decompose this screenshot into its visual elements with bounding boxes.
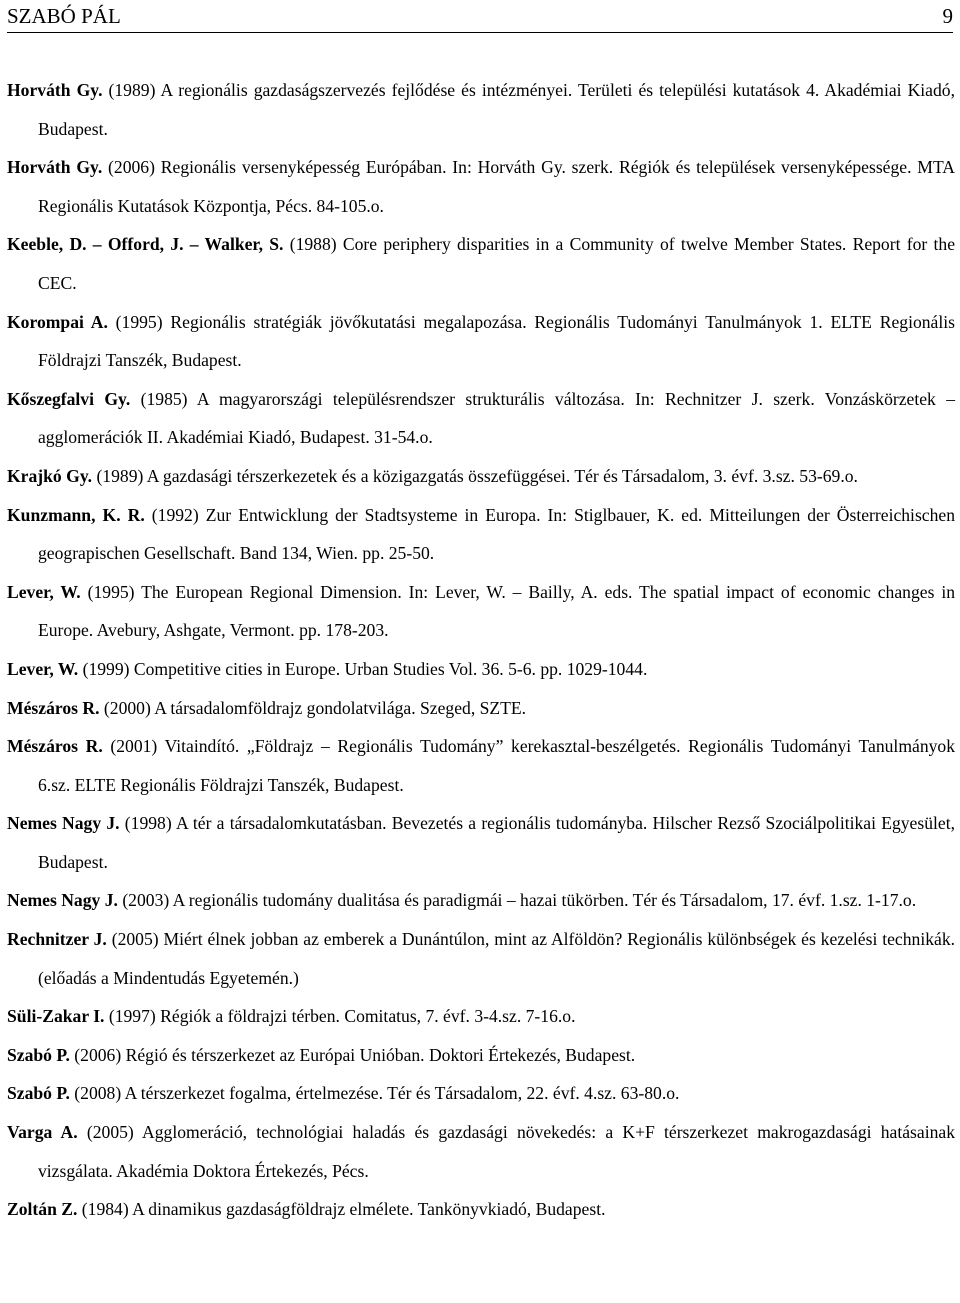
reference-entry xyxy=(7,71,955,148)
reference-author: Szabó P. xyxy=(7,1083,70,1104)
reference-entry xyxy=(7,1113,955,1190)
reference-author: Kunzmann, K. R. xyxy=(7,504,145,525)
reference-text: (1995) Regionális stratégiák jövőkutatási megalapozása. Regionális Tudományi Tanulmányok 1. ELTE Regionális Földrajzi Tanszék, Budapest. xyxy=(38,311,955,371)
reference-entry xyxy=(7,881,955,920)
reference-entry xyxy=(7,1190,955,1229)
reference-text: (2008) A térszerkezet fogalma, értelmezése. Tér és Társadalom, 22. évf. 4.sz. 63-80.o. xyxy=(69,1083,680,1104)
reference-text: (2005) Agglomeráció, technológiai haladás és gazdasági növekedés: a K+F térszerkezet makrogazdasági hatásainak vizsgálata. Akadémia Doktora Értekezés, Pécs. xyxy=(38,1122,955,1181)
reference-entry xyxy=(7,1074,955,1113)
reference-text: (1995) The European Regional Dimension. In: Lever, W. – Bailly, A. eds. The spatial impact of economic changes in Europe. Avebury, Ashgate, Vermont. pp. 178-203. xyxy=(38,581,956,641)
reference-text: (1989) A gazdasági térszerkezetek és a közigazgatás összefüggései. Tér és Társadalom, 3. évf. 3.sz. 53-69.o. xyxy=(92,465,858,486)
reference-entry xyxy=(7,457,955,496)
running-title: SZABÓ PÁL xyxy=(7,4,121,28)
reference-text: (2006) Regionális versenyképesség Európában. In: Horváth Gy. szerk. Régiók és települések versenyképessége. MTA Regionális Kutatások Központja, Pécs. 84-105.o. xyxy=(38,157,955,216)
reference-author: Mészáros R. xyxy=(7,697,100,718)
reference-text: (1998) A tér a társadalomkutatásban. Bevezetés a regionális tudományba. Hilscher Rezső Szociálpolitikai Egyesület, Budapest. xyxy=(38,813,955,872)
reference-author: Nemes Nagy J. xyxy=(7,813,120,834)
reference-text: (1984) A dinamikus gazdaságföldrajz elmélete. Tankönyvkiadó, Budapest. xyxy=(77,1199,606,1220)
reference-text: (1988) Core periphery disparities in a Community of twelve Member States. Report for the CEC. xyxy=(38,234,955,293)
reference-author: Lever, W. xyxy=(7,581,81,602)
reference-text: (2005) Miért élnek jobban az emberek a Dunántúlon, mint az Alföldön? Regionális különbségek és kezelési technikák. (előadás a Mindentudás Egyetemén.) xyxy=(38,929,956,988)
reference-text: (1989) A regionális gazdaságszervezés fejlődése és intézményei. Területi és települési kutatások 4. Akadémiai Kiadó, Budapest. xyxy=(38,80,955,139)
reference-author: Süli-Zakar I. xyxy=(7,1006,105,1027)
reference-text: (1999) Competitive cities in Europe. Urban Studies Vol. 36. 5-6. pp. 1029-1044. xyxy=(78,658,648,679)
reference-author: Horváth Gy. xyxy=(7,80,103,100)
reference-entry xyxy=(7,496,955,573)
reference-entry xyxy=(7,573,955,650)
reference-list xyxy=(7,71,955,1229)
reference-author: Nemes Nagy J. xyxy=(7,890,118,911)
page-number: 9 xyxy=(942,4,953,28)
reference-author: Mészáros R. xyxy=(7,736,103,757)
reference-entry xyxy=(7,303,955,380)
reference-text: (2000) A társadalomföldrajz gondolatvilága. Szeged, SZTE. xyxy=(99,697,527,718)
running-header xyxy=(7,2,953,33)
reference-author: Krajkó Gy. xyxy=(7,465,93,486)
reference-entry xyxy=(7,727,955,804)
reference-entry xyxy=(7,380,955,457)
reference-author: Kőszegfalvi Gy. xyxy=(7,388,131,409)
reference-text: (2006) Régió és térszerkezet az Európai Unióban. Doktori Értekezés, Budapest. xyxy=(69,1044,636,1065)
reference-text: (1992) Zur Entwicklung der Stadtsysteme in Europa. In: Stiglbauer, K. ed. Mitteilungen der Österreichischen geograpischen Gesellschaft. Band 134, Wien. pp. 25-50. xyxy=(38,504,956,564)
reference-entry xyxy=(7,997,955,1036)
reference-entry xyxy=(7,1036,955,1075)
reference-author: Zoltán Z. xyxy=(7,1199,78,1220)
reference-text: (2003) A regionális tudomány dualitása és paradigmái – hazai tükörben. Tér és Társadalom, 17. évf. 1.sz. 1-17.o. xyxy=(117,890,917,911)
reference-entry xyxy=(7,225,955,302)
reference-text: (2001) Vitaindító. „Földrajz – Regionális Tudomány” kerekasztal-beszélgetés. Regionális Tudományi Tanulmányok 6.sz. ELTE Regionális Földrajzi Tanszék, Budapest. xyxy=(38,736,956,795)
reference-author: Lever, W. xyxy=(7,658,79,679)
reference-text: (1997) Régiók a földrajzi térben. Comitatus, 7. évf. 3-4.sz. 7-16.o. xyxy=(104,1006,576,1027)
reference-entry xyxy=(7,920,955,997)
reference-author: Szabó P. xyxy=(7,1044,70,1065)
reference-author: Varga A. xyxy=(7,1122,78,1143)
reference-entry xyxy=(7,804,955,881)
reference-entry xyxy=(7,148,955,225)
reference-author: Korompai A. xyxy=(7,311,108,332)
reference-entry xyxy=(7,650,955,689)
reference-author: Horváth Gy. xyxy=(7,157,103,178)
reference-entry xyxy=(7,689,955,728)
reference-author: Keeble, D. – Offord, J. – Walker, S. xyxy=(7,234,284,255)
reference-author: Rechnitzer J. xyxy=(7,929,107,950)
reference-text: (1985) A magyarországi településrendszer strukturális változása. In: Rechnitzer J. szerk. Vonzáskörzetek – agglomerációk II. Akadémiai Kiadó, Budapest. 31-54.o. xyxy=(38,388,955,448)
